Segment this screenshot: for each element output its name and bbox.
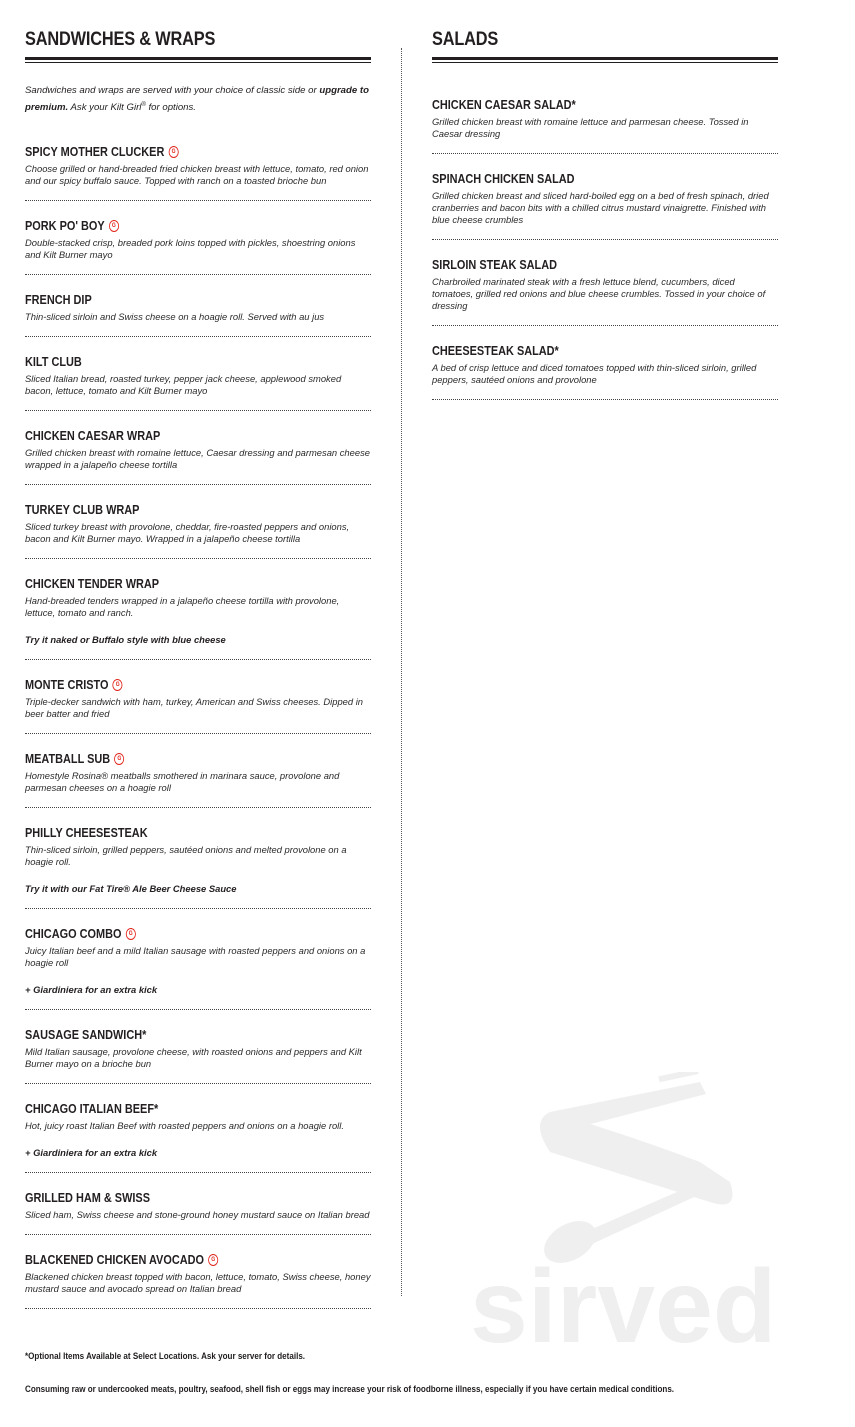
item-name-text: SPINACH CHICKEN SALAD — [432, 171, 575, 186]
item-description: Hot, juicy roast Italian Beef with roasted peppers and onions on a hoagie roll. — [25, 1120, 344, 1132]
item-name-text: CHICAGO ITALIAN BEEF* — [25, 1101, 159, 1117]
item-name-text: SAUSAGE SANDWICH* — [25, 1027, 147, 1043]
sandwiches-item — [25, 217, 371, 275]
item-name-text: KILT CLUB — [25, 354, 82, 370]
item-description: Homestyle Rosina® meatballs smothered in marinara sauce, provolone and parmesan cheeses on a hoagie roll — [25, 770, 340, 794]
item-name — [25, 1100, 316, 1118]
gluten-free-badge-icon: G — [109, 220, 119, 232]
item-name-text: SIRLOIN STEAK SALAD — [432, 257, 557, 272]
item-name — [25, 1189, 316, 1207]
item-description: Grilled chicken breast and sliced hard-boiled egg on a bed of fresh spinach, dried cranberries and bacon bits with a chilled citrus mustard vinaigrette. Finished with blue cheese crumbles — [432, 190, 769, 225]
item-description: Grilled chicken breast with romaine lettuce, Caesar dressing and parmesan cheese wrapped in a jalapeño cheese tortilla — [25, 447, 370, 471]
item-name — [25, 824, 316, 842]
item-name-text: GRILLED HAM & SWISS — [25, 1190, 150, 1206]
item-description: Hand-breaded tenders wrapped in a jalapeño cheese tortilla with provolone, lettuce, tomato and ranch. — [25, 595, 340, 619]
item-description: Grilled chicken breast with romaine lettuce and parmesan cheese. Tossed in Caesar dressing — [432, 116, 749, 139]
item-name — [25, 501, 316, 519]
knife-fork-spoon-icon — [537, 1072, 733, 1272]
sandwiches-item — [25, 291, 371, 337]
item-description: Double-stacked crisp, breaded pork loins topped with pickles, shoestring onions and Kilt Burner mayo — [25, 237, 356, 261]
sandwiches-item — [25, 427, 371, 485]
column-divider — [401, 48, 402, 1296]
gluten-free-badge-icon: G — [114, 753, 124, 765]
sandwiches-item — [25, 1251, 371, 1309]
item-name — [25, 143, 316, 161]
item-note: Try it naked or Buffalo style with blue cheese — [25, 634, 226, 646]
item-name — [25, 676, 316, 694]
sandwiches-item — [25, 1026, 371, 1084]
sandwiches-item — [25, 824, 371, 909]
item-note: + Giardiniera for an extra kick — [25, 984, 158, 996]
item-note: Try it with our Fat Tire® Ale Beer Cheese Sauce — [25, 883, 237, 895]
gluten-free-badge-icon: G — [208, 1254, 218, 1266]
item-name-text: BLACKENED CHICKEN AVOCADO — [25, 1252, 204, 1268]
item-description: Juicy Italian beef and a mild Italian sausage with roasted peppers and onions on a hoagie roll — [25, 945, 366, 969]
item-name-text: CHICKEN CAESAR WRAP — [25, 428, 161, 444]
optional-items-note: *Optional Items Available at Select Locations. Ask your server for details. — [25, 1350, 306, 1361]
salads-item — [432, 342, 778, 400]
item-name — [432, 170, 723, 188]
title-rule — [25, 57, 371, 63]
sandwiches-section — [25, 28, 371, 1309]
item-name — [432, 96, 723, 114]
item-name-text: TURKEY CLUB WRAP — [25, 502, 140, 518]
salads-section — [432, 28, 778, 400]
item-description: Blackened chicken breast topped with bacon, lettuce, tomato, Swiss cheese, honey mustard sauce and avocado spread on Italian bread — [25, 1271, 371, 1295]
item-name-text: MEATBALL SUB — [25, 751, 111, 767]
item-name — [432, 256, 723, 274]
gluten-free-badge-icon: G — [113, 679, 123, 691]
item-name — [25, 925, 316, 943]
item-description: Triple-decker sandwich with ham, turkey, American and Swiss cheeses. Dipped in beer batter and fried — [25, 696, 363, 720]
title-rule — [432, 57, 778, 63]
gluten-free-badge-icon: G — [169, 146, 179, 158]
item-description: Sliced turkey breast with provolone, cheddar, fire-roasted peppers and onions, bacon and Kilt Burner mayo. Wrapped in a jalapeño cheese tortilla — [25, 521, 350, 545]
item-note: + Giardiniera for an extra kick — [25, 1147, 158, 1159]
item-name — [25, 750, 316, 768]
item-description: A bed of crisp lettuce and diced tomatoes topped with thin-sliced sirloin, grilled peppers, sautéed onions and provolone — [432, 362, 757, 385]
salad-list — [432, 96, 778, 400]
section-title-salads: SALADS — [432, 29, 499, 50]
sandwiches-intro: Sandwiches and wraps are served with your choice of classic side or upgrade to premium. Ask your Kilt Girl® for options. — [25, 85, 369, 114]
item-name — [25, 1026, 316, 1044]
salads-item — [432, 96, 778, 154]
watermark-text: sirved — [470, 1249, 777, 1352]
sandwiches-item — [25, 353, 371, 411]
gluten-free-badge-icon: G — [126, 928, 136, 940]
item-description: Thin-sliced sirloin and Swiss cheese on a hoagie roll. Served with au jus — [25, 311, 325, 323]
section-title-sandwiches: SANDWICHES & WRAPS — [25, 29, 216, 50]
sandwiches-item — [25, 1100, 371, 1173]
sandwich-list — [25, 143, 371, 1309]
sandwiches-item — [25, 925, 371, 1010]
salads-item — [432, 170, 778, 240]
sandwiches-item — [25, 575, 371, 660]
item-name — [25, 353, 316, 371]
item-description: Thin-sliced sirloin, grilled peppers, sautéed onions and melted provolone on a hoagie roll. — [25, 844, 347, 868]
item-name-text: CHICAGO COMBO — [25, 926, 122, 942]
item-name-text: FRENCH DIP — [25, 292, 92, 308]
sandwiches-item — [25, 676, 371, 734]
item-name — [432, 342, 723, 360]
item-name — [25, 575, 316, 593]
item-name-text: PORK PO' BOY — [25, 218, 105, 234]
foodborne-warning: Consuming raw or undercooked meats, poultry, seafood, shell fish or eggs may increase your risk of foodborne illness, especially if you have certain medical conditions. — [25, 1383, 675, 1394]
salads-item — [432, 256, 778, 326]
item-name — [25, 217, 316, 235]
sandwiches-item — [25, 1189, 371, 1235]
sandwiches-item — [25, 750, 371, 808]
item-name — [25, 291, 316, 309]
item-name-text: PHILLY CHEESESTEAK — [25, 825, 148, 841]
item-name-text: CHICKEN CAESAR SALAD* — [432, 97, 576, 112]
item-description: Sliced Italian bread, roasted turkey, pepper jack cheese, applewood smoked bacon, lettuce, tomato and Kilt Burner mayo — [25, 373, 342, 397]
item-name-text: CHICKEN TENDER WRAP — [25, 576, 160, 592]
item-name-text: SPICY MOTHER CLUCKER — [25, 144, 165, 160]
item-name-text: MONTE CRISTO — [25, 677, 109, 693]
item-name — [25, 1251, 316, 1269]
sandwiches-item — [25, 501, 371, 559]
item-name-text: CHEESESTEAK SALAD* — [432, 343, 559, 358]
item-description: Charbroiled marinated steak with a fresh lettuce blend, cucumbers, diced tomatoes, grilled red onions and blue cheese crumbles. Tossed in your choice of dressing — [432, 276, 766, 311]
item-description: Mild Italian sausage, provolone cheese, with roasted onions and peppers and Kilt Burner mayo on a brioche bun — [25, 1046, 362, 1070]
sirved-watermark — [470, 1072, 800, 1352]
item-description: Sliced ham, Swiss cheese and stone-ground honey mustard sauce on Italian bread — [25, 1209, 370, 1221]
sandwiches-item — [25, 143, 371, 201]
item-description: Choose grilled or hand-breaded fried chicken breast with lettuce, tomato, red onion and our spicy buffalo sauce. Topped with ranch on a toasted brioche bun — [25, 163, 369, 187]
item-name — [25, 427, 316, 445]
